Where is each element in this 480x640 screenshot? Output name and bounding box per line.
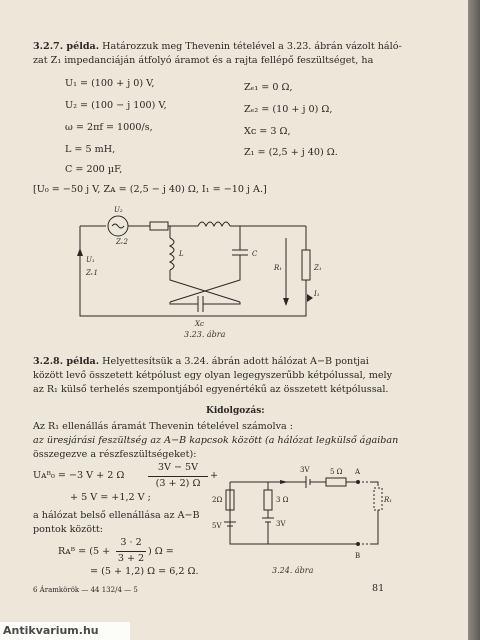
inductor-top <box>198 222 230 226</box>
equation-uab-part1: Uᴀᴮ₀ = −3 V + 2 Ω <box>33 470 125 481</box>
example-328-line1 <box>33 356 369 368</box>
capacitor-xc <box>198 296 203 312</box>
figure-323-circuit <box>60 198 340 346</box>
label-r1: R₁ <box>384 496 393 504</box>
equation-rab-part3: = (5 + 1,2) Ω = 6,2 Ω. <box>90 566 199 577</box>
label-zb2: Zᵥ2 <box>116 238 128 246</box>
label-5ohm: 5 Ω <box>330 468 343 476</box>
label-zb1: Zᵥ1 <box>86 269 98 277</box>
page-edge-shadow <box>468 0 480 640</box>
equation-rab-numerator: 3 · 2 <box>120 537 142 548</box>
resistor-5ohm <box>326 478 346 486</box>
label-5v: 5V <box>212 522 222 530</box>
example-328-text1: Helyettesítsük a 3.24. ábrán adott hálózat A−B pontjai <box>102 356 369 367</box>
equation-uab-numerator: 3V − 5V <box>157 462 199 473</box>
example-327-number: 3.2.7. példa. <box>33 41 100 52</box>
solution-p1: Az R₁ ellenállás áramát Thevenin tételével számolva : <box>33 421 294 432</box>
param-left-2: ω = 2πf = 1000/s, <box>65 122 153 133</box>
example-328-line3: az R₁ külső terhelés szempontjából egyenértékű az összetett kétpólussal. <box>33 384 389 395</box>
capacitor-c <box>232 250 248 255</box>
label-a: A <box>355 468 361 476</box>
solution-p5: pontok között: <box>33 524 103 535</box>
param-right-2: Xᴄ = 3 Ω, <box>244 126 291 137</box>
label-u1: U₁ <box>86 256 95 264</box>
label-xc: Xᴄ <box>195 320 204 328</box>
example-327-result: [U₀ = −50 j V, Zᴀ = (2,5 − j 40) Ω, I₁ = −10 j A.] <box>33 184 267 195</box>
label-2ohm: 2Ω <box>212 496 223 504</box>
param-left-0: U₁ = (100 + j 0) V, <box>65 78 155 89</box>
inductor-l <box>170 238 174 270</box>
figure-324-caption: 3.24. ábra <box>272 566 314 575</box>
param-right-1: Zₑ₂ = (10 + j 0) Ω, <box>244 104 333 115</box>
example-327-line1 <box>33 41 402 53</box>
param-left-4: C = 200 µF, <box>65 164 123 175</box>
impedance-zb2 <box>150 222 168 230</box>
resistor-r1-load <box>374 488 382 510</box>
solution-p4: a hálózat belső ellenállása az A−B <box>33 510 200 521</box>
label-l: L <box>179 250 184 258</box>
figure-324-circuit <box>208 460 408 568</box>
equation-uab-plus: + <box>210 470 219 481</box>
label-u2: U₂ <box>114 206 123 214</box>
example-328-number: 3.2.8. példa. <box>33 356 100 367</box>
label-3ohm: 3 Ω <box>276 496 289 504</box>
solution-p2: az üresjárási feszültség az A−B kapcsok között (a hálózat legkülső ágaiban <box>33 435 399 446</box>
label-i1: I₁ <box>314 290 320 298</box>
page-number: 81 <box>372 583 385 594</box>
equation-uab-denominator: (3 + 2) Ω <box>155 478 201 489</box>
equation-rab-fraction-bar <box>116 551 146 552</box>
label-b: B <box>355 552 361 560</box>
label-c: C <box>252 250 258 258</box>
equation-rab-part1: Rᴀᴮ = (5 + <box>58 546 111 557</box>
param-left-1: U₂ = (100 − j 100) V, <box>65 100 167 111</box>
label-z1: Z₁ <box>314 264 322 272</box>
solution-p3: összegezve a részfeszültségeket): <box>33 449 197 460</box>
footer-left: 6 Áramkörök — 44 132/4 — 5 <box>33 586 138 594</box>
watermark-logo: Antikvarium.hu <box>0 622 130 640</box>
param-right-0: Zₑ₁ = 0 Ω, <box>244 82 293 93</box>
solution-heading: Kidolgozás: <box>206 406 265 416</box>
equation-uab-fraction-bar <box>148 476 208 477</box>
param-left-3: L = 5 mH, <box>65 144 116 155</box>
label-r1: R₁ <box>274 264 283 272</box>
figure-323-caption: 3.23. ábra <box>184 330 226 339</box>
param-right-3: Z₁ = (2,5 + j 40) Ω. <box>244 147 338 158</box>
impedance-z1 <box>302 250 310 280</box>
equation-rab-denominator: 3 + 2 <box>117 553 145 564</box>
equation-uab-part2: + 5 V = +1,2 V ; <box>70 492 151 503</box>
example-327-line2: zat Z₁ impedanciáján átfolyó áramot és a rajta fellépő feszültséget, ha <box>33 55 374 66</box>
label-3v-top: 3V <box>300 466 310 474</box>
example-328-line2: között levő összetett kétpólust egy olyan legegyszerűbb kétpólussal, mely <box>33 370 393 381</box>
example-327-text1: Határozzuk meg Thevenin tételével a 3.23. ábrán vázolt háló- <box>102 41 402 52</box>
equation-rab-part2: ) Ω = <box>148 546 174 557</box>
label-3v-mid: 3V <box>276 520 286 528</box>
resistor-3ohm <box>264 490 272 510</box>
